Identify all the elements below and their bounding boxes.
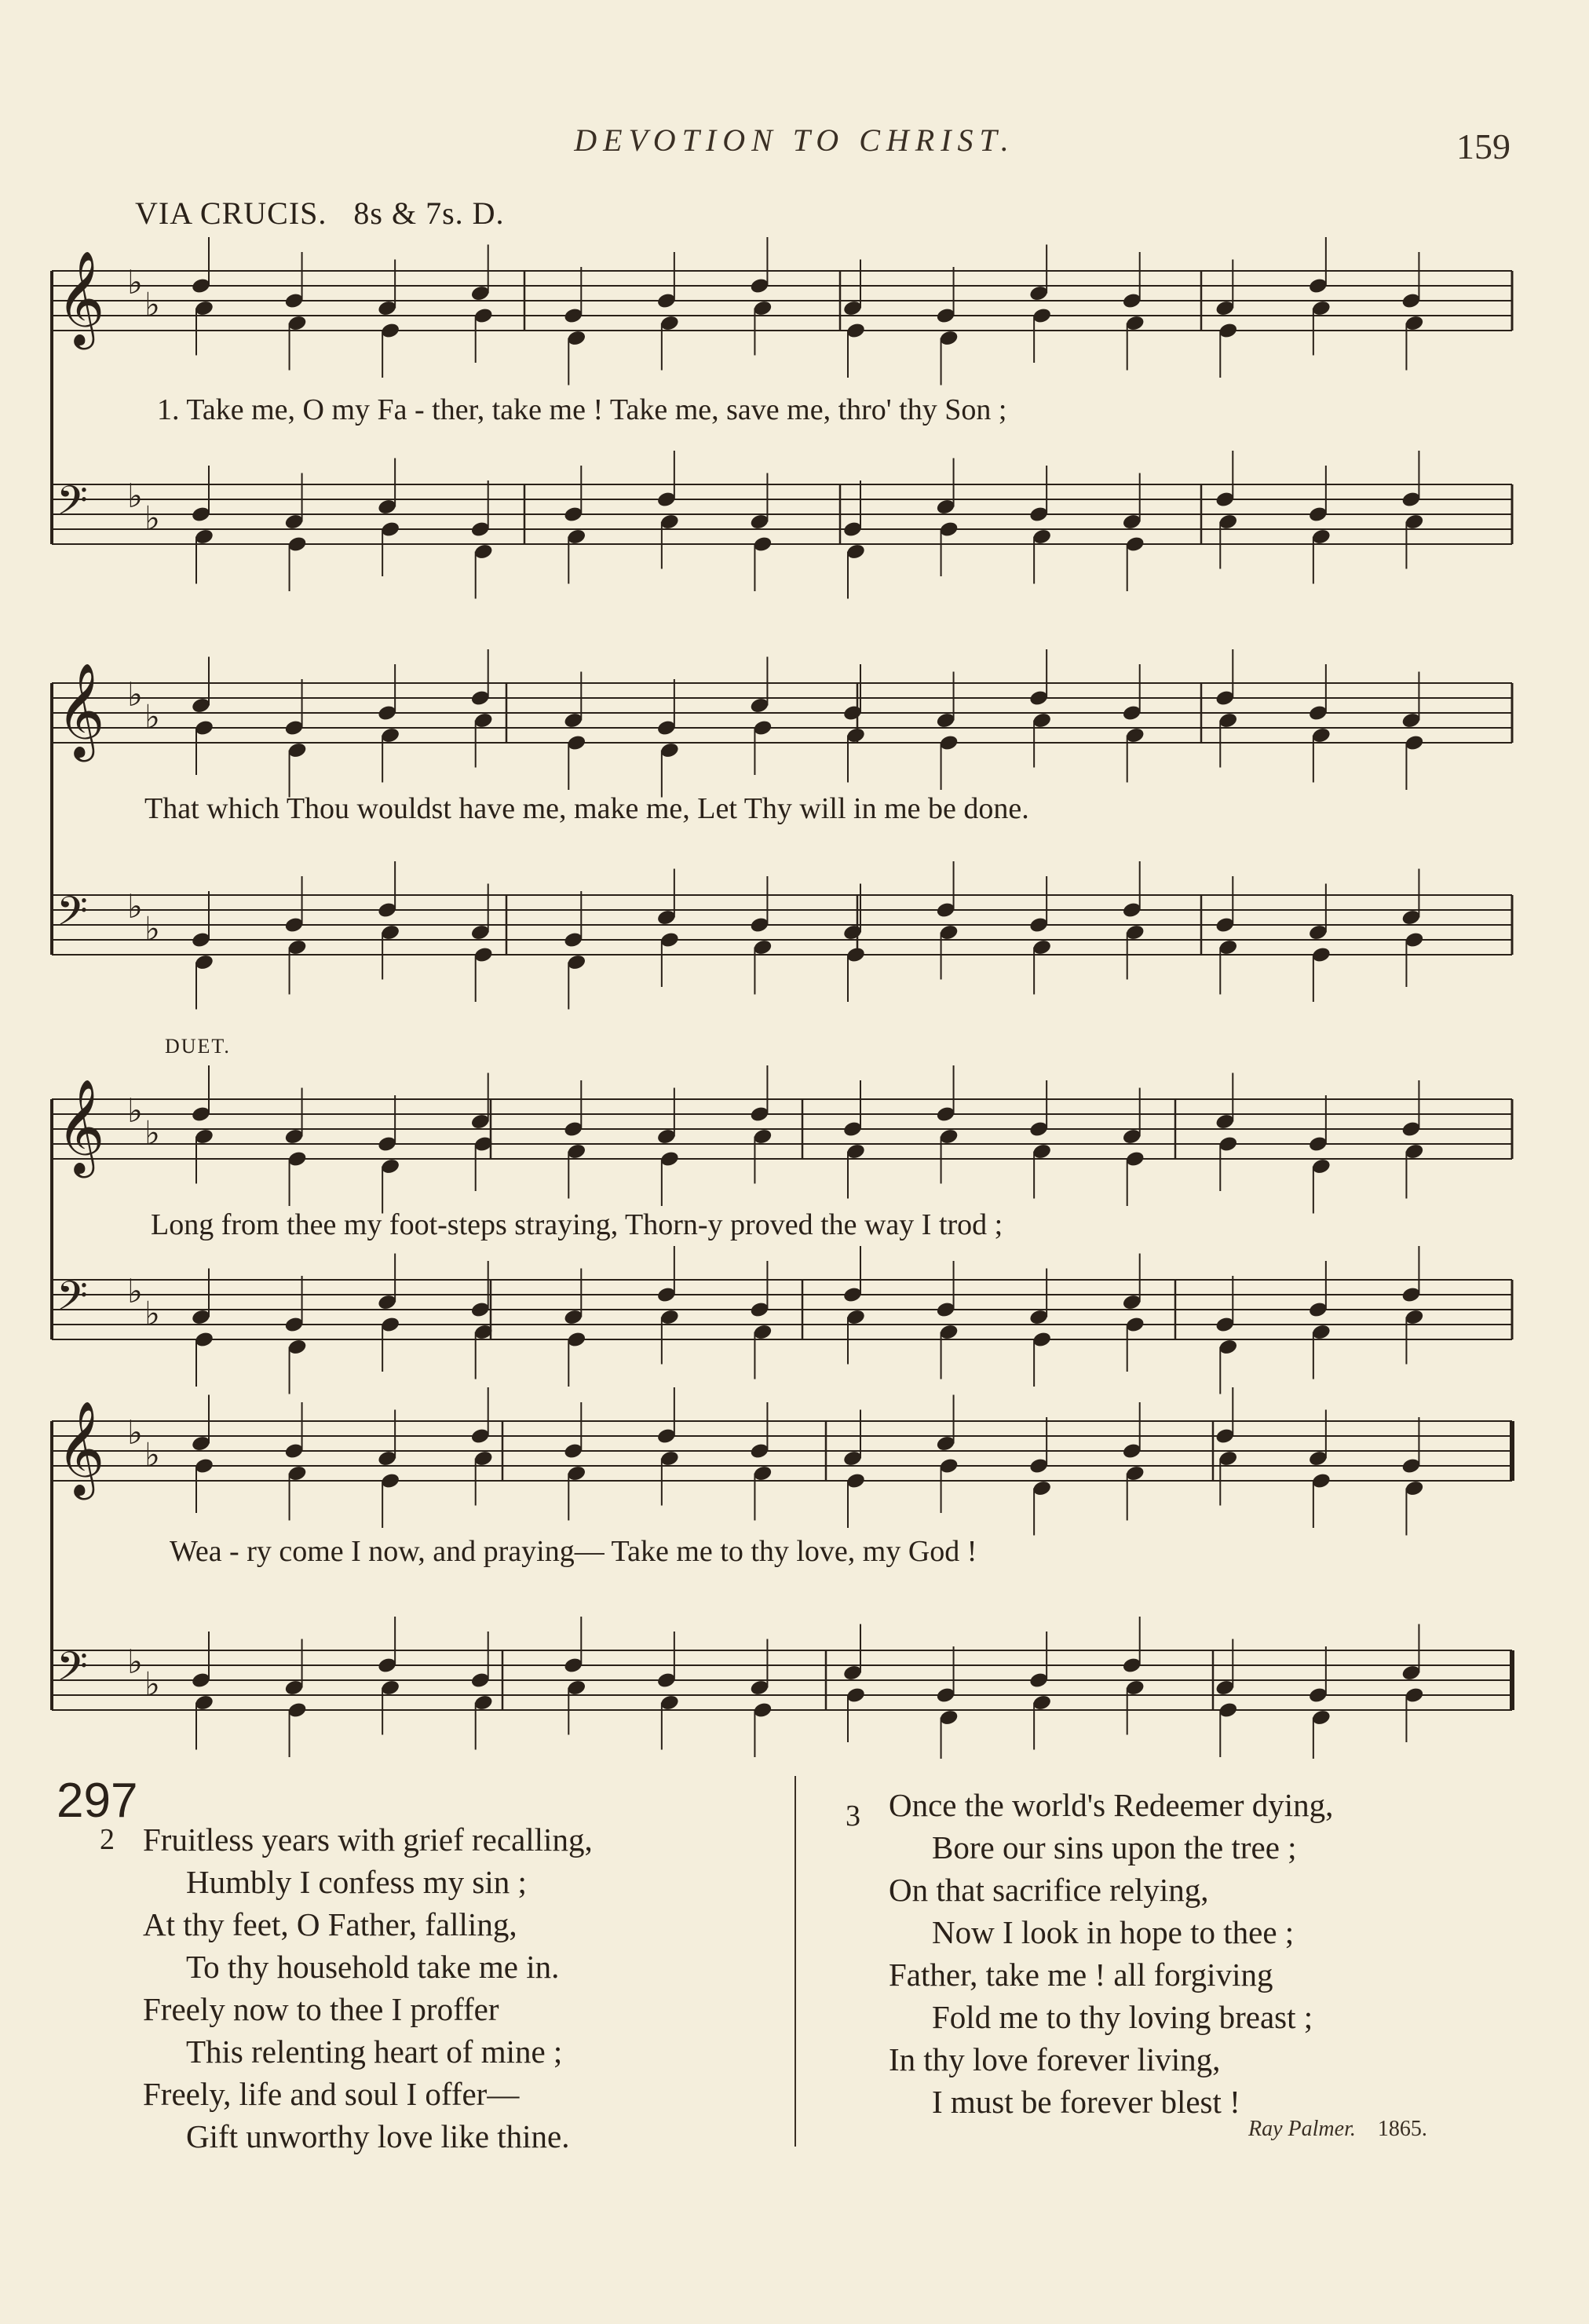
flat-icon: ♭: [127, 477, 143, 515]
tune-meter: 8s & 7s. D.: [353, 195, 505, 231]
page-number: 159: [1456, 126, 1510, 166]
bass-clef-icon: 𝄢: [57, 887, 88, 945]
stanza-line: This relenting heart of mine ;: [186, 2034, 563, 2070]
flat-icon: ♭: [127, 1643, 143, 1681]
duet-label: DUET.: [165, 1035, 231, 1058]
stanza-line: Once the world's Redeemer dying,: [889, 1787, 1334, 1823]
year: 1865.: [1377, 2117, 1427, 2141]
stanza-line: At thy feet, O Father, falling,: [143, 1906, 517, 1942]
stanza-number: 2: [100, 1823, 115, 1856]
flat-icon: ♭: [144, 1294, 160, 1333]
stanza-line: On that sacrifice relying,: [889, 1872, 1209, 1908]
flat-icon: ♭: [144, 697, 160, 736]
stanza-line: Father, take me ! all forgiving: [889, 1957, 1273, 1993]
stanza-3: [846, 1784, 1334, 2123]
attribution: [1248, 2117, 1427, 2142]
flat-icon: ♭: [144, 1664, 160, 1704]
flat-icon: ♭: [144, 1435, 160, 1474]
stanza-number: 3: [846, 1800, 860, 1833]
flat-icon: ♭: [127, 887, 143, 926]
treble-clef-icon: 𝄞: [57, 250, 105, 345]
flat-icon: ♭: [144, 285, 160, 324]
author: Ray Palmer.: [1248, 2117, 1356, 2141]
bass-clef-icon: 𝄢: [57, 1272, 88, 1329]
stanza-line: Fold me to thy loving breast ;: [932, 1999, 1313, 2035]
column-divider: [794, 1776, 796, 2147]
stanza-line: Bore our sins upon the tree ;: [932, 1829, 1297, 1865]
lyric-line-2: That which Thou wouldst have me, make me, Let Thy will in me be done.: [144, 792, 1029, 825]
tune-name: VIA CRUCIS.: [135, 195, 327, 231]
flat-icon: ♭: [127, 263, 143, 301]
flat-icon: ♭: [144, 499, 160, 538]
treble-clef-icon: 𝄞: [57, 1078, 105, 1174]
flat-icon: ♭: [144, 1113, 160, 1153]
treble-clef-icon: 𝄞: [57, 662, 105, 758]
running-head: DEVOTION TO CHRIST.: [574, 122, 1015, 158]
flat-icon: ♭: [127, 1091, 143, 1130]
stanza-line: Now I look in hope to thee ;: [932, 1914, 1295, 1950]
treble-clef-icon: 𝄞: [57, 1400, 105, 1496]
bass-clef-icon: 𝄢: [57, 1643, 88, 1700]
flat-icon: ♭: [144, 909, 160, 948]
flat-icon: ♭: [127, 1413, 143, 1452]
stanza-line: Freely, life and soul I offer—: [143, 2076, 520, 2112]
stanza-line: In thy love forever living,: [889, 2041, 1221, 2077]
lyric-line-4: Wea - ry come I now, and praying— Take me to thy love, my God !: [170, 1535, 977, 1568]
stanza-line: Gift unworthy love like thine.: [186, 2118, 570, 2154]
lyric-line-3: Long from thee my foot-steps straying, Thorn-y proved the way I trod ;: [151, 1208, 1003, 1241]
stanza-line: To thy household take me in.: [186, 1949, 560, 1985]
stanza-line: Freely now to thee I proffer: [143, 1991, 499, 2027]
hymn-number: 297: [57, 1774, 138, 1828]
stanza-2: [100, 1818, 593, 2158]
bass-clef-icon: 𝄢: [57, 477, 88, 534]
flat-icon: ♭: [127, 1272, 143, 1310]
stanza-line: I must be forever blest !: [932, 2084, 1240, 2120]
stanza-line: Humbly I confess my sin ;: [186, 1864, 527, 1900]
stanza-line: Fruitless years with grief recalling,: [143, 1822, 593, 1858]
flat-icon: ♭: [127, 675, 143, 714]
lyric-line-1: 1. Take me, O my Fa - ther, take me ! Take me, save me, thro' thy Son ;: [157, 393, 1007, 426]
